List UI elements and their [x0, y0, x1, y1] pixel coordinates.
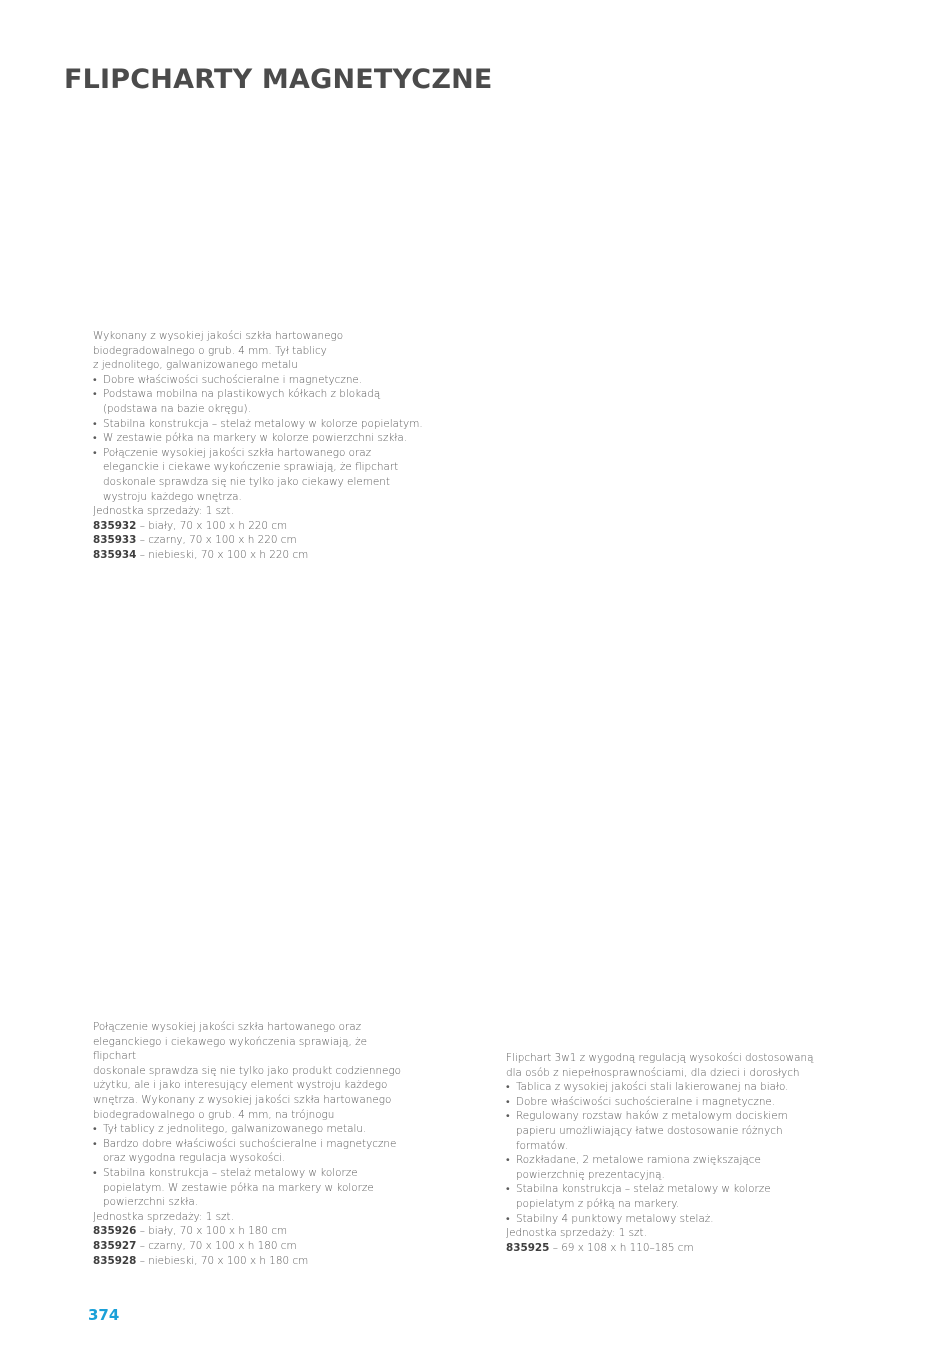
- feature-item: • Rozkładane, 2 metalowe ramiona zwiększające powierzchnię prezentacyjną.: [506, 1153, 816, 1182]
- feature-item: • Dobre właściwości suchościeralne i magnetyczne.: [506, 1095, 816, 1110]
- sales-unit: Jednostka sprzedaży: 1 szt.: [93, 505, 234, 518]
- sku-desc: – 69 x 108 x h 110–185 cm: [549, 1241, 694, 1254]
- sku-line: [93, 1224, 403, 1239]
- feature-item: • Regulowany rozstaw haków z metalowym dociskiem papieru umożliwiający łatwe dostosowanie różnych formatów.: [506, 1109, 816, 1153]
- feature-item: • Stabilny 4 punktowy metalowy stelaż.: [506, 1212, 816, 1227]
- product-intro: Połączenie wysokiej jakości szkła hartowanego oraz eleganckiego i ciekawego wykończenia sprawiają, że flipchart doskonale sprawdza się nie tylko jako produkt codziennego użytku, ale i jako interesujący element wystroju każdego wnętrza. Wykonany z wysokiej jakości szkła hartowanego biodegradowalnego o grub. 4 mm, na trójnogu: [93, 1021, 402, 1121]
- product-description-3: [506, 1051, 816, 1255]
- sku-line: [93, 519, 423, 534]
- sku-code: 835925: [506, 1241, 550, 1254]
- sku-desc: – biały, 70 x 100 x h 180 cm: [136, 1225, 288, 1238]
- feature-item: • W zestawie półka na markery w kolorze powierzchni szkła.: [93, 431, 423, 446]
- feature-item: • Stabilna konstrukcja – stelaż metalowy w kolorze popielatym z półką na markery.: [506, 1182, 816, 1211]
- product-intro: Flipchart 3w1 z wygodną regulacją wysokości dostosowaną dla osób z niepełnosprawnościami, dla dzieci i dorosłych: [506, 1052, 814, 1079]
- sku-desc: – niebieski, 70 x 100 x h 220 cm: [136, 548, 309, 561]
- feature-list: [93, 373, 423, 504]
- sku-desc: – czarny, 70 x 100 x h 180 cm: [136, 1239, 297, 1252]
- sku-code: 835934: [93, 548, 137, 561]
- feature-item: • Podstawa mobilna na plastikowych kółkach z blokadą (podstawa na bazie okręgu).: [93, 387, 423, 416]
- feature-list: [506, 1080, 816, 1226]
- sku-line: [93, 548, 423, 563]
- product-intro: Wykonany z wysokiej jakości szkła hartowanego biodegradowalnego o grub. 4 mm. Tył tablicy z jednolitego, galwanizowanego metalu: [93, 330, 344, 372]
- sku-desc: – biały, 70 x 100 x h 220 cm: [136, 519, 288, 532]
- feature-item: • Stabilna konstrukcja – stelaż metalowy w kolorze popielatym. W zestawie półka na markery w kolorze powierzchni szkła.: [93, 1166, 403, 1210]
- feature-item: • Tył tablicy z jednolitego, galwanizowanego metalu.: [93, 1122, 403, 1137]
- sku-line: [93, 533, 423, 548]
- sales-unit: Jednostka sprzedaży: 1 szt.: [93, 1210, 234, 1223]
- sku-line: [506, 1241, 816, 1256]
- sku-code: 835926: [93, 1225, 137, 1238]
- product-description-1: [93, 329, 423, 563]
- sales-unit: Jednostka sprzedaży: 1 szt.: [506, 1227, 647, 1240]
- feature-item: • Dobre właściwości suchościeralne i magnetyczne.: [93, 373, 423, 388]
- sku-code: 835933: [93, 534, 137, 547]
- sku-code: 835928: [93, 1254, 137, 1267]
- feature-item: • Tablica z wysokiej jakości stali lakierowanej na biało.: [506, 1080, 816, 1095]
- feature-item: • Stabilna konstrukcja – stelaż metalowy w kolorze popielatym.: [93, 417, 423, 432]
- feature-item: • Połączenie wysokiej jakości szkła hartowanego oraz eleganckie i ciekawe wykończenie sprawiają, że flipchart doskonale sprawdza się nie tylko jako ciekawy element wystroju każdego wnętrza.: [93, 446, 423, 504]
- sku-code: 835932: [93, 519, 137, 532]
- feature-list: [93, 1122, 403, 1210]
- sku-line: [93, 1254, 403, 1269]
- page-title: FLIPCHARTY MAGNETYCZNE: [64, 64, 493, 95]
- product-description-2: [93, 1020, 403, 1268]
- feature-item: • Bardzo dobre właściwości suchościeralne i magnetyczne oraz wygodna regulacja wysokości.: [93, 1137, 403, 1166]
- sku-line: [93, 1239, 403, 1254]
- sku-desc: – niebieski, 70 x 100 x h 180 cm: [136, 1254, 309, 1267]
- sku-desc: – czarny, 70 x 100 x h 220 cm: [136, 534, 297, 547]
- sku-code: 835927: [93, 1239, 137, 1252]
- page-number: 374: [88, 1306, 120, 1324]
